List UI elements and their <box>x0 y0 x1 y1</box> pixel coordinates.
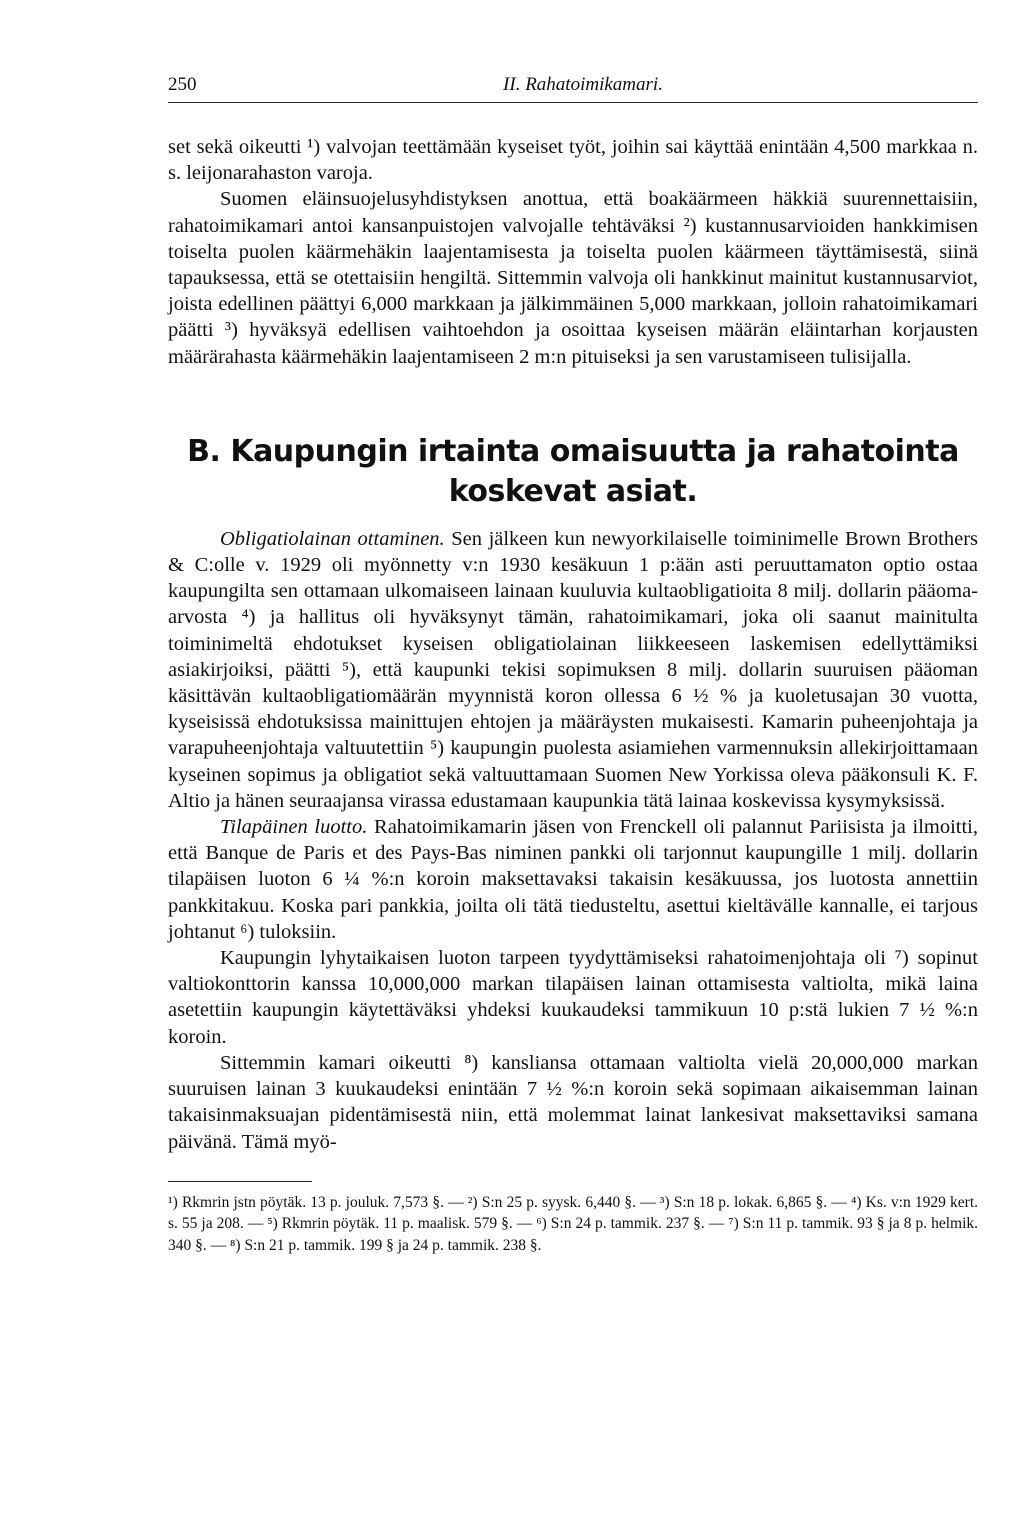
paragraph-sittemmin: Sittemmin kamari oikeutti ⁸) kansliansa ottamaan valtiolta vielä 20,000,000 markan suuruisen lainan 3 kuukaudeksi enintään 7 ½ %:n koroin sekä sopimaan aikaisemman lainan takaisinmaksuajan pidentämisestä niin, että molemmat lainat lankesivat maksettaviksi samana päivänä. Tämä myö- <box>168 1051 978 1153</box>
paragraph-text: Rahatoimikamarin jäsen von Frenckell oli palannut Pariisista ja ilmoitti, että Banque de Paris et des Pays-Bas niminen pankki oli tarjonnut kaupungille 1 milj. dollarin tilapäisen luoton 6 ¼ %:n koroin maksettavaksi takaisin kesäkuussa, jos luotosta annettiin pankkitakuu. Koska pari pankkia, joilta oli tätä tiedusteltu, asettui kieltävälle kannalle, ei tarjous johtanut ⁶) tuloksiin. <box>168 816 978 943</box>
paragraph-text: Sen jälkeen kun newyorkilaiselle toiminimelle Brown Brothers & C:olle v. 1929 oli myönnetty v:n 1930 kesäkuun 1 p:ään asti peruuttamaton optio ostaa kaupungilta sen ottamaan ulkomaiseen lainaan kuuluvia kultaobligatioita 8 milj. dollarin pääoma-arvosta ⁴) ja hallitus oli hyväksynyt tämän, rahatoimikamari, joka oli saanut mainitulta toiminimeltä ehdotukset kyseisen obligatiolainan liikkeeseen laskemisen edellyttämiksi asiakirjoiksi, päätti ⁵), että kaupunki tekisi sopimuksen 8 milj. dollarin suuruisen pääoman käsittävän kultaobligatiomäärän myynnistä koron ollessa 6 ½ % ja kuoletusajan 30 vuotta, kyseisissä ehdotuksissa mainittujen ehtojen ja määräysten mukaisesti. Kamarin puheenjohtaja ja varapuheenjohtaja valtuutettiin ⁵) kaupungin puolesta asiamiehen varmennuksin allekirjoittamaan kyseinen sopimus ja obligatiot sekä valtuuttamaan Suomen New Yorkissa oleva pääkonsuli K. F. Altio ja hänen seuraajansa virassa edustamaan kaupunkia tätä lainaa koskevissa kysymyksissä. <box>168 527 978 812</box>
page-number: 250 <box>168 74 197 95</box>
section-heading <box>168 432 978 512</box>
running-title: II. Rahatoimikamari. <box>503 74 663 95</box>
paragraph-lead: Tilapäinen luotto. <box>220 816 368 839</box>
page-header <box>168 74 978 103</box>
paragraph-lyhytaikainen: Kaupungin lyhytaikaisen luoton tarpeen tyydyttämiseksi rahatoimenjohtaja oli ⁷) sopinut valtiokonttorin kanssa 10,000,000 markan tilapäisen lainan ottamisesta valtiolta, mikä laina asetettiin kaupungin käytettäväksi yhdeksi kuukaudeksi tammikuun 10 p:stä lukien 7 ½ %:n koroin. <box>168 947 978 1048</box>
section-heading-line-1: B. Kaupungin irtainta omaisuutta ja rahatointa <box>187 433 959 469</box>
section-heading-line-2: koskevat asiat. <box>448 473 698 509</box>
paragraph-2: Suomen eläinsuojelusyhdistyksen anottua, että boakäärmeen häkkiä suurennettaisiin, rahatoimikamari antoi kansanpuistojen valvojalle tehtäväksi ²) kustannusarvioiden hankkimisen toiselta puolen käärmehäkin laajentamisesta ja toiselta puolen käärmeen täyttämisestä, siinä tapauksessa, että se otettaisiin hengiltä. Sittemmin valvoja oli hankkinut mainitut kustannusarviot, joista edellinen päättyi 6,000 markkaan ja jälkimmäinen 5,000 markkaan, jolloin rahatoimikamari päätti ³) hyväksyä edellisen vaihtoehdon ja osoittaa kyseisen määrän eläintarhan korjausten määrärahasta käärmehäkin laajentamiseen 2 m:n pituiseksi ja sen varustamiseen tulisijalla. <box>168 188 978 368</box>
footnote-divider <box>168 1181 312 1182</box>
paragraph-tilapainen-luotto <box>168 814 978 945</box>
paragraph-lead: Obligatiolainan ottaminen. <box>220 527 445 550</box>
paragraph-1: set sekä oikeutti ¹) valvojan teettämään kyseiset työt, joihin sai käyttää enintään 4,500 markkaa n. s. leijonarahaston varoja. <box>168 136 978 185</box>
paragraph-obligatiolaina <box>168 526 978 814</box>
footnotes: ¹) Rkmrin jstn pöytäk. 13 p. jouluk. 7,573 §. — ²) S:n 25 p. syysk. 6,440 §. — ³) S:n 18 p. lokak. 6,865 §. — ⁴) Ks. v:n 1929 kert. s. 55 ja 208. — ⁵) Rkmrin pöytäk. 11 p. maalisk. 579 §. — ⁶) S:n 24 p. tammik. 237 §. — ⁷) S:n 11 p. tammik. 93 § ja 8 p. helmik. 340 §. — ⁸) S:n 21 p. tammik. 199 § ja 24 p. tammik. 238 §. <box>168 1193 978 1254</box>
page-body <box>168 134 978 1256</box>
